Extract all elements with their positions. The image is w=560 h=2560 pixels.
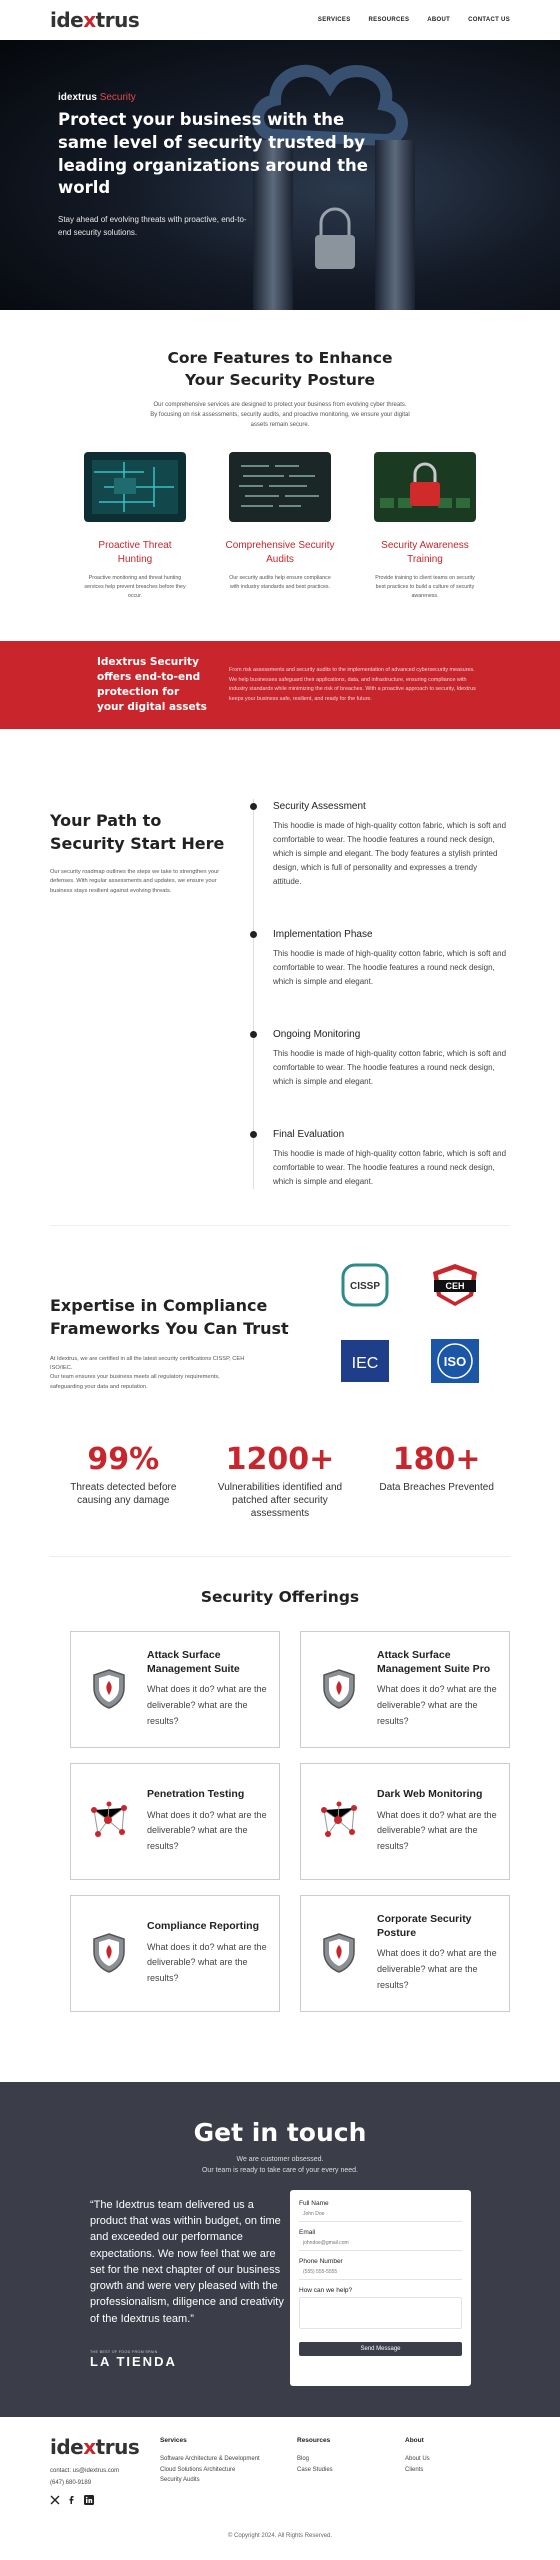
hero-content (58, 92, 378, 240)
path-description: Our security roadmap outlines the steps we take to strengthen your defenses. With regular assessments and updates, we ensure your business stays resilient against evolving threats. (50, 868, 220, 894)
email-label: Email (299, 2228, 316, 2236)
stat-label: Threats detected before causing any damage (70, 1482, 177, 1507)
logo-text: ide (50, 8, 84, 32)
hero-brand-name: idextrus (58, 92, 97, 103)
footer-resources-heading: Resources (297, 2436, 331, 2444)
footer-link[interactable]: Blog (297, 2456, 310, 2463)
offering-text: What does it do? what are the deliverable? what are the results? (147, 1684, 267, 1726)
footer-link[interactable]: Case Studies (297, 2466, 333, 2473)
offering-text: What does it do? what are the deliverable? what are the results? (377, 1684, 497, 1726)
iec-logo (341, 1340, 389, 1382)
step-title: Final Evaluation (273, 1129, 345, 1141)
path-title (50, 809, 245, 855)
iso-label: ISO (443, 1354, 467, 1370)
step-text: This hoodie is made of high-quality cotton fabric, which is soft and comfortable to wear. The hoodie features a round neck design, which is simple and elegant. The body features a stylish printed design, which is full of personality and expresses a trendy attitude. (273, 821, 507, 887)
path-title-line1: Your Path to (50, 811, 162, 831)
banner-title: Idextrus Security offers end-to-end protection for your digital assets (97, 655, 207, 714)
client-tagline: THE BEST OF FOOD FROM SPAIN (90, 2349, 158, 2354)
feature-description: Our security audits help ensure compliance with industry standards and best practices. (229, 575, 331, 591)
iso-badge (420, 1336, 490, 1386)
stat (377, 1442, 497, 1520)
footer-services-heading: Services (160, 2436, 187, 2444)
site-footer (0, 2417, 560, 2539)
testimonial-quote: “The Idextrus team delivered us a product that was within budget, on time and exceeded our performance expectations. We now feel that we are set for the next chapter of our business growth and were very pleased with the professionalism, diligence and creativity of the Idextrus team.” (90, 2198, 284, 2325)
protection-banner (0, 641, 560, 729)
step-text: This hoodie is made of high-quality cotton fabric, which is soft and comfortable to wear. The hoodie features a round neck design, which is simple and elegant. (273, 1049, 507, 1087)
offering-title: Compliance Reporting (147, 1919, 260, 1932)
compliance-description-2: Our team ensures your business meets all regulatory requirements, safeguarding your data and reputation. (50, 1374, 220, 1390)
offering-body (147, 1649, 267, 1730)
offering-card[interactable] (300, 1631, 510, 1748)
path-title-line2: Security Start Here (50, 834, 225, 854)
offering-title: Attack Surface Management Suite (147, 1649, 240, 1675)
facebook-icon[interactable] (67, 2495, 77, 2505)
footer-link[interactable]: About Us (405, 2456, 430, 2463)
cissp-badge (330, 1260, 400, 1310)
logo-text-end: trus (95, 8, 140, 32)
step-text: This hoodie is made of high-quality cotton fabric, which is soft and comfortable to wear. The hoodie features a round neck design, which is simple and elegant. (273, 1149, 507, 1187)
iso-logo (431, 1339, 479, 1383)
footer-link[interactable]: Cloud Solutions Architecture (160, 2466, 236, 2473)
iec-badge (330, 1336, 400, 1386)
hero-brand-accent: Security (99, 92, 136, 103)
hero-subtitle: Stay ahead of evolving threats with proactive, end-to-end security solutions. (58, 215, 247, 237)
offering-body (147, 1920, 267, 1987)
contact-form (290, 2190, 471, 2386)
timeline-step (247, 1029, 507, 1089)
timeline-dot (250, 1131, 257, 1138)
offering-card[interactable] (300, 1763, 510, 1880)
features-description: Our comprehensive services are designed to protect your business from evolving cyber threats. By focusing on risk assessments, security audits, and proactive monitoring, we ensure your digital assets remain secure. (150, 402, 410, 428)
timeline-step (247, 929, 507, 989)
name-label: Full Name (299, 2199, 329, 2207)
step-title: Security Assessment (273, 801, 366, 813)
feature-card (225, 452, 335, 601)
footer-logo-x: x (83, 2434, 96, 2459)
contact-section (0, 2082, 560, 2417)
message-textarea[interactable] (299, 2297, 462, 2329)
feature-title: Security Awareness Training (381, 540, 469, 565)
features-title-line2: Your Security Posture (184, 370, 376, 389)
footer-brand (50, 2435, 160, 2505)
hero-title: Protect your business with the same level of security trusted by leading organizations around the world (58, 110, 368, 198)
offering-title: Attack Surface Management Suite Pro (377, 1649, 491, 1675)
client-logo (90, 2350, 177, 2369)
contact-subtitle-1: We are customer obsessed. (236, 2155, 324, 2163)
phone-input[interactable] (299, 2265, 462, 2280)
step-title: Implementation Phase (273, 929, 373, 941)
cissp-logo (340, 1262, 390, 1308)
feature-title: Proactive Threat Hunting (98, 540, 172, 565)
cissp-label: CISSP (349, 1281, 381, 1293)
compliance-section (50, 1225, 510, 1392)
offering-title: Corporate Security Posture (377, 1913, 472, 1939)
shield-icon (85, 1927, 133, 1979)
social-links (50, 2495, 160, 2505)
certification-badges (330, 1260, 490, 1392)
ceh-label: CEH (445, 1281, 465, 1292)
name-input[interactable] (299, 2207, 462, 2222)
security-path-section (50, 769, 510, 1189)
compliance-title (50, 1294, 300, 1340)
footer-about-heading: About (405, 2436, 424, 2444)
offering-card[interactable] (70, 1763, 280, 1880)
contact-subtitle (0, 2155, 560, 2177)
offerings-section (0, 1557, 560, 2012)
offering-text: What does it do? what are the deliverable? what are the results? (147, 1809, 267, 1852)
stat (210, 1442, 350, 1520)
timeline-dot (250, 803, 257, 810)
linkedin-icon[interactable] (84, 2495, 94, 2505)
shield-icon (315, 1927, 363, 1979)
step-text: This hoodie is made of high-quality cotton fabric, which is soft and comfortable to wear. The hoodie features a round neck design, which is simple and elegant. (273, 949, 507, 987)
nav-services[interactable]: SERVICES (317, 17, 351, 23)
feature-description: Provide training to client teams on security best practices to build a culture of security awareness. (375, 575, 475, 600)
logo[interactable] (50, 8, 139, 32)
compliance-title-line1: Expertise in Compliance (50, 1296, 268, 1316)
send-message-button[interactable]: Send Message (299, 2342, 462, 2356)
timeline-dot (250, 931, 257, 938)
stat-number: 99% (87, 1442, 160, 1478)
x-twitter-icon[interactable] (50, 2495, 60, 2505)
feature-card (370, 452, 480, 601)
footer-logo-text: ide (50, 2434, 84, 2459)
offering-title: Penetration Testing (147, 1787, 245, 1800)
ceh-logo (429, 1262, 481, 1308)
client-name: LA TIENDA (90, 2353, 177, 2369)
offering-card[interactable] (300, 1895, 510, 2012)
offerings-grid (70, 1631, 497, 2012)
phone-label: Phone Number (299, 2257, 343, 2265)
shield-icon (315, 1663, 363, 1715)
site-header (50, 0, 510, 40)
stat-label: Vulnerabilities identified and patched after security assessments (217, 1482, 343, 1520)
copyright: © Copyright 2024. All Rights Reserved. (227, 2532, 333, 2539)
stat-label: Data Breaches Prevented (379, 1482, 494, 1494)
nav-contact-us[interactable]: CONTACT US (468, 17, 510, 23)
circuit-board-image (84, 452, 186, 522)
feature-title: Comprehensive Security Audits (225, 540, 335, 565)
shield-icon (85, 1663, 133, 1715)
feature-list (80, 452, 480, 601)
stat (63, 1442, 183, 1520)
stat-number: 180+ (392, 1442, 481, 1478)
timeline-step (247, 1129, 507, 1189)
offering-text: What does it do? what are the deliverable? what are the results? (377, 1809, 497, 1852)
compliance-title-line2: Frameworks You Can Trust (50, 1319, 289, 1339)
footer-services (160, 2435, 297, 2505)
feature-card (80, 452, 190, 601)
offering-title: Dark Web Monitoring (377, 1787, 483, 1800)
banner-text: From risk assessments and security audits to the implementation of advanced cybersecurity measures. We help businesses safeguard their applications, data, and infrastructure, ensuring compliance with industry standards while minimizing the risk of breaches. With a proactive approach to security, Idextrus keeps your business safe, resilient, and ready for the future. (229, 667, 476, 702)
main-nav (318, 17, 510, 23)
offering-card[interactable] (70, 1895, 280, 2012)
network-icon (315, 1795, 363, 1847)
nav-resources[interactable]: RESOURCES (368, 17, 410, 23)
offering-body (377, 1913, 497, 1994)
footer-phone[interactable]: (647) 680-9189 (50, 2479, 92, 2486)
iec-label: IEC (351, 1355, 379, 1373)
code-screen-image (229, 452, 331, 522)
stat-number: 1200+ (225, 1442, 335, 1478)
hero-brand (58, 92, 378, 103)
features-title-line1: Core Features to Enhance (167, 349, 393, 367)
compliance-intro (50, 1260, 300, 1392)
offering-body (377, 1788, 497, 1855)
compliance-description (50, 1355, 250, 1393)
ceh-badge (420, 1260, 490, 1310)
timeline (247, 769, 507, 1189)
footer-link[interactable]: Software Architecture & Development (160, 2456, 260, 2463)
footer-resources (297, 2435, 405, 2505)
compliance-description-1: At Idextrus, we are certified in all the latest security certifications CISSP, CEH ISO/IEC. (50, 1355, 245, 1371)
logo-x: x (83, 8, 96, 32)
nav-about[interactable]: ABOUT (427, 17, 451, 23)
footer-logo-text-end: trus (95, 2434, 140, 2459)
padlock-keyboard-image (374, 452, 476, 522)
footer-email[interactable]: contact: us@idextrus.com (50, 2467, 120, 2474)
offering-card[interactable] (70, 1631, 280, 1748)
path-intro (50, 769, 245, 1189)
contact-subtitle-2: Our team is ready to take care of your every need. (201, 2166, 359, 2174)
stats-section (50, 1442, 510, 1557)
feature-description: Proactive monitoring and threat hunting services help prevent breaches before they occur. (84, 575, 186, 600)
help-label: How can we help? (299, 2286, 353, 2294)
footer-logo[interactable] (50, 2435, 160, 2459)
email-input[interactable] (299, 2236, 462, 2251)
offering-body (147, 1788, 267, 1855)
footer-contact (50, 2465, 160, 2489)
footer-about (405, 2435, 485, 2505)
step-title: Ongoing Monitoring (273, 1029, 361, 1041)
network-icon (85, 1795, 133, 1847)
footer-link[interactable]: Clients (405, 2466, 424, 2473)
timeline-dot (250, 1031, 257, 1038)
features-section (0, 310, 560, 601)
timeline-step (247, 801, 507, 889)
offering-text: What does it do? what are the deliverable? what are the results? (377, 1948, 497, 1990)
offering-body (377, 1649, 497, 1730)
offering-text: What does it do? what are the deliverable? what are the results? (147, 1941, 267, 1984)
hero (0, 40, 560, 310)
offerings-title: Security Offerings (200, 1588, 360, 1607)
footer-columns (50, 2417, 510, 2505)
features-title (0, 348, 560, 391)
footer-link[interactable]: Security Audits (160, 2477, 200, 2484)
contact-title: Get in touch (193, 2117, 367, 2147)
